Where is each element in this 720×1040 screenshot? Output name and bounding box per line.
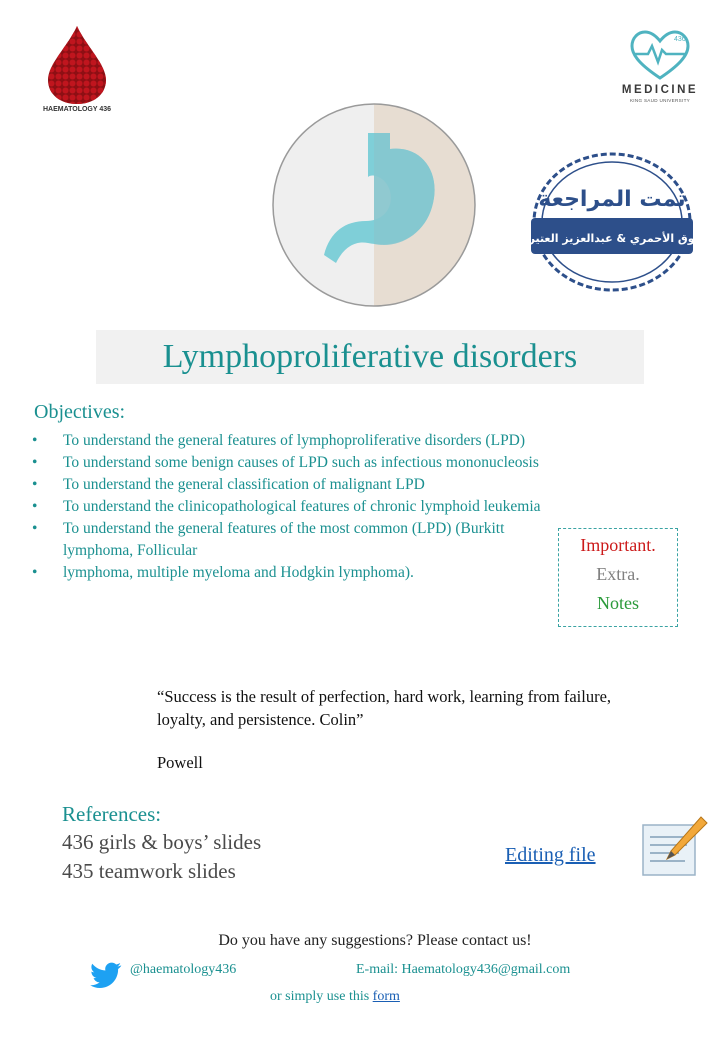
objective-text: To understand the general classification of malignant LPD bbox=[63, 476, 425, 493]
legend-notes: Notes bbox=[597, 593, 639, 613]
bullet-icon: • bbox=[32, 432, 38, 449]
bullet-icon: • bbox=[32, 454, 38, 471]
objective-text: To understand the general features of lymphoproliferative disorders (LPD) bbox=[63, 432, 526, 449]
references bbox=[62, 800, 261, 886]
objective-item bbox=[32, 474, 552, 496]
objective-item bbox=[32, 452, 552, 474]
reference-item: 436 girls & boys’ slides bbox=[62, 830, 262, 854]
quote-author: Powell bbox=[157, 753, 203, 772]
twitter-icon[interactable] bbox=[90, 962, 122, 989]
objective-text: To understand the general features of the most common (LPD) (Burkitt lymphoma, Follicular bbox=[63, 520, 505, 559]
bullet-icon: • bbox=[32, 564, 38, 581]
stamp-bottom-text: شوق الأحمري & عبدالعزيز العتيري bbox=[527, 232, 697, 245]
page-title: Lymphoproliferative disorders bbox=[162, 338, 578, 375]
stamp-top-text: تمت المراجعة bbox=[538, 187, 686, 212]
medicine-word: MEDICINE bbox=[621, 84, 699, 96]
title-bar bbox=[96, 330, 644, 384]
color-legend bbox=[558, 528, 678, 627]
twitter-handle[interactable]: @haematology436 bbox=[130, 962, 237, 977]
contact-email[interactable]: E-mail: Haematology436@gmail.com bbox=[356, 962, 571, 977]
bullet-icon: • bbox=[32, 476, 38, 493]
objectives-list bbox=[32, 430, 552, 584]
editing-file-link[interactable]: Editing file bbox=[505, 844, 596, 866]
haematology-logo bbox=[34, 24, 120, 126]
objective-text: lymphoma, multiple myeloma and Hodgkin lymphoma). bbox=[63, 564, 414, 581]
bullet-icon: • bbox=[32, 520, 38, 537]
legend-important: Important. bbox=[580, 535, 656, 555]
stamp-icon bbox=[527, 146, 697, 296]
logo-number: 436 bbox=[674, 36, 686, 43]
objectives-heading: Objectives: bbox=[34, 401, 126, 423]
quote-text: “Success is the result of perfection, hard work, learning from failure, loyalty, and persistence. Colin” bbox=[157, 687, 612, 729]
objective-text: To understand the clinicopathological features of chronic lymphoid leukemia bbox=[63, 498, 541, 515]
review-stamp bbox=[527, 146, 697, 296]
stomach-icon bbox=[272, 103, 476, 307]
heart-pulse-icon bbox=[612, 28, 708, 84]
form-link[interactable]: form bbox=[372, 989, 400, 1004]
haematology-logo-text: HAEMATOLOGY 436 bbox=[42, 106, 112, 113]
edit-document-icon[interactable] bbox=[641, 813, 709, 879]
objective-item bbox=[32, 430, 552, 452]
contact-question: Do you have any suggestions? Please contact us! bbox=[218, 932, 532, 949]
reference-item: 435 teamwork slides bbox=[62, 859, 236, 883]
objective-item bbox=[32, 562, 552, 584]
blood-drop-icon bbox=[34, 24, 120, 106]
objective-item bbox=[32, 496, 552, 518]
form-prefix: or simply use this bbox=[270, 989, 373, 1004]
university-name: KING SAUD UNIVERSITY bbox=[629, 98, 691, 103]
references-heading: References: bbox=[62, 802, 162, 826]
medicine-logo bbox=[612, 28, 708, 108]
objective-text: To understand some benign causes of LPD such as infectious mononucleosis bbox=[63, 454, 539, 471]
stomach-illustration bbox=[272, 103, 476, 307]
objective-item bbox=[32, 518, 552, 562]
legend-extra: Extra. bbox=[596, 564, 640, 584]
form-line bbox=[270, 989, 400, 1005]
bullet-icon: • bbox=[32, 498, 38, 515]
